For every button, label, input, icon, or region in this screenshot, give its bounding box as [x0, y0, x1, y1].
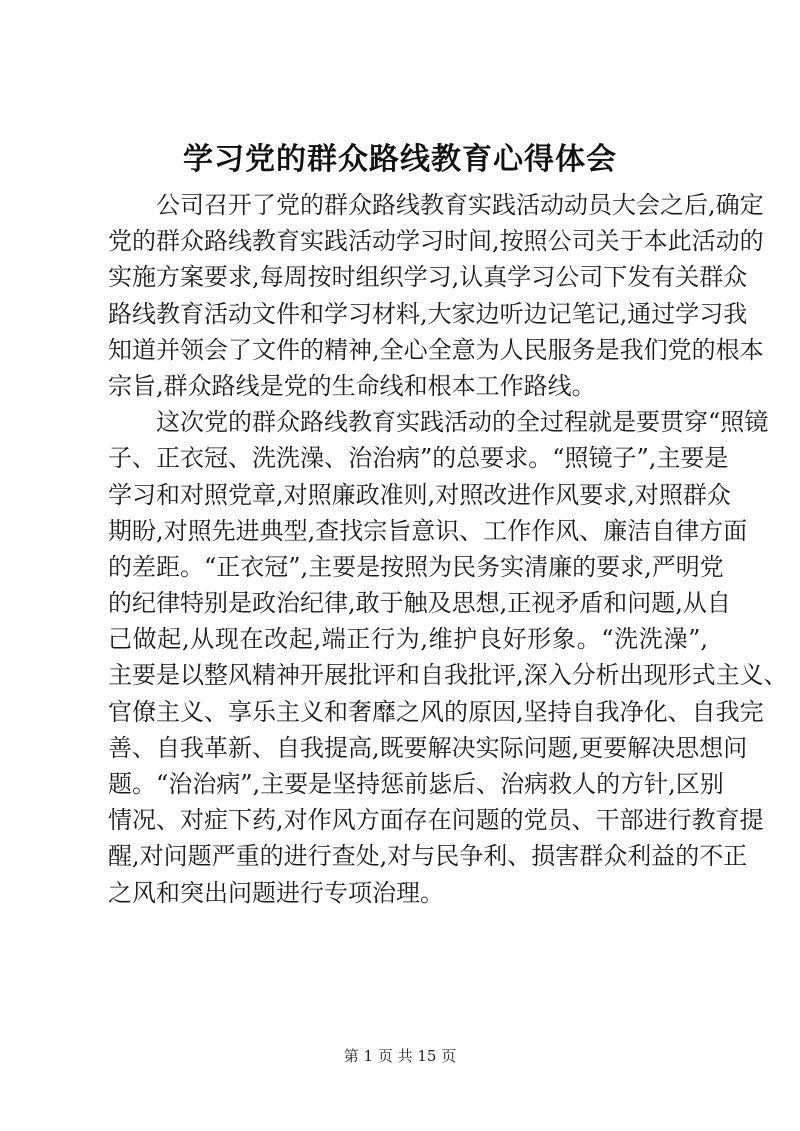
- paragraph-1: [108, 187, 764, 404]
- text-line: 的差距。“正衣冠”,主要是按照为民务实清廉的要求,严明党: [108, 552, 724, 581]
- text-line: 公司召开了党的群众路线教育实践活动动员大会之后,确定: [156, 191, 764, 219]
- paragraph-2: [108, 404, 788, 911]
- text-line: 路线教育活动文件和学习材料,大家边听边记笔记,通过学习我: [108, 299, 748, 328]
- text-line: 之风和突出问题进行专项治理。: [108, 878, 444, 907]
- text-line: 子、正衣冠、洗洗澡、治治病”的总要求。“照镜子”,主要是: [108, 444, 729, 473]
- text-line: 醒,对问题严重的进行查处,对与民争利、损害群众利益的不正: [108, 842, 748, 871]
- text-line: 学习和对照党章,对照廉政准则,对照改进作风要求,对照群众: [108, 480, 731, 509]
- page-number-footer: 第 1 页 共 15 页: [343, 1047, 457, 1065]
- text-line: 主要是以整风精神开展批评和自我批评,深入分析出现形式主义、: [108, 661, 788, 690]
- document-body: [108, 187, 788, 911]
- text-line: 期盼,对照先进典型,查找宗旨意识、工作作风、廉洁自律方面: [108, 516, 748, 545]
- text-line: 的纪律特别是政治纪律,敢于触及思想,正视矛盾和问题,从自: [108, 589, 731, 618]
- text-line: 题。“治治病”,主要是坚持惩前毖后、治病救人的方针,区别: [108, 770, 724, 798]
- text-line: 官僚主义、享乐主义和奢靡之风的原因,坚持自我净化、自我完: [108, 697, 764, 726]
- text-line: 善、自我革新、自我提高,既要解决实际问题,更要解决思想问: [108, 733, 748, 762]
- page-title: 学习党的群众路线教育心得体会: [183, 142, 617, 177]
- text-line: 情况、对症下药,对作风方面存在问题的党员、干部进行教育提: [108, 806, 764, 835]
- text-line: 党的群众路线教育实践活动学习时间,按照公司关于本此活动的: [108, 227, 764, 256]
- text-line: 己做起,从现在改起,端正行为,维护良好形象。“洗洗澡”,: [108, 625, 708, 654]
- text-line: 知道并领会了文件的精神,全心全意为人民服务是我们党的根本: [108, 335, 764, 364]
- text-line: 实施方案要求,每周按时组织学习,认真学习公司下发有关群众: [108, 263, 748, 292]
- text-line: 这次党的群众路线教育实践活动的全过程就是要贯穿“照镜: [156, 408, 769, 437]
- text-line: 宗旨,群众路线是党的生命线和根本工作路线。: [108, 371, 596, 400]
